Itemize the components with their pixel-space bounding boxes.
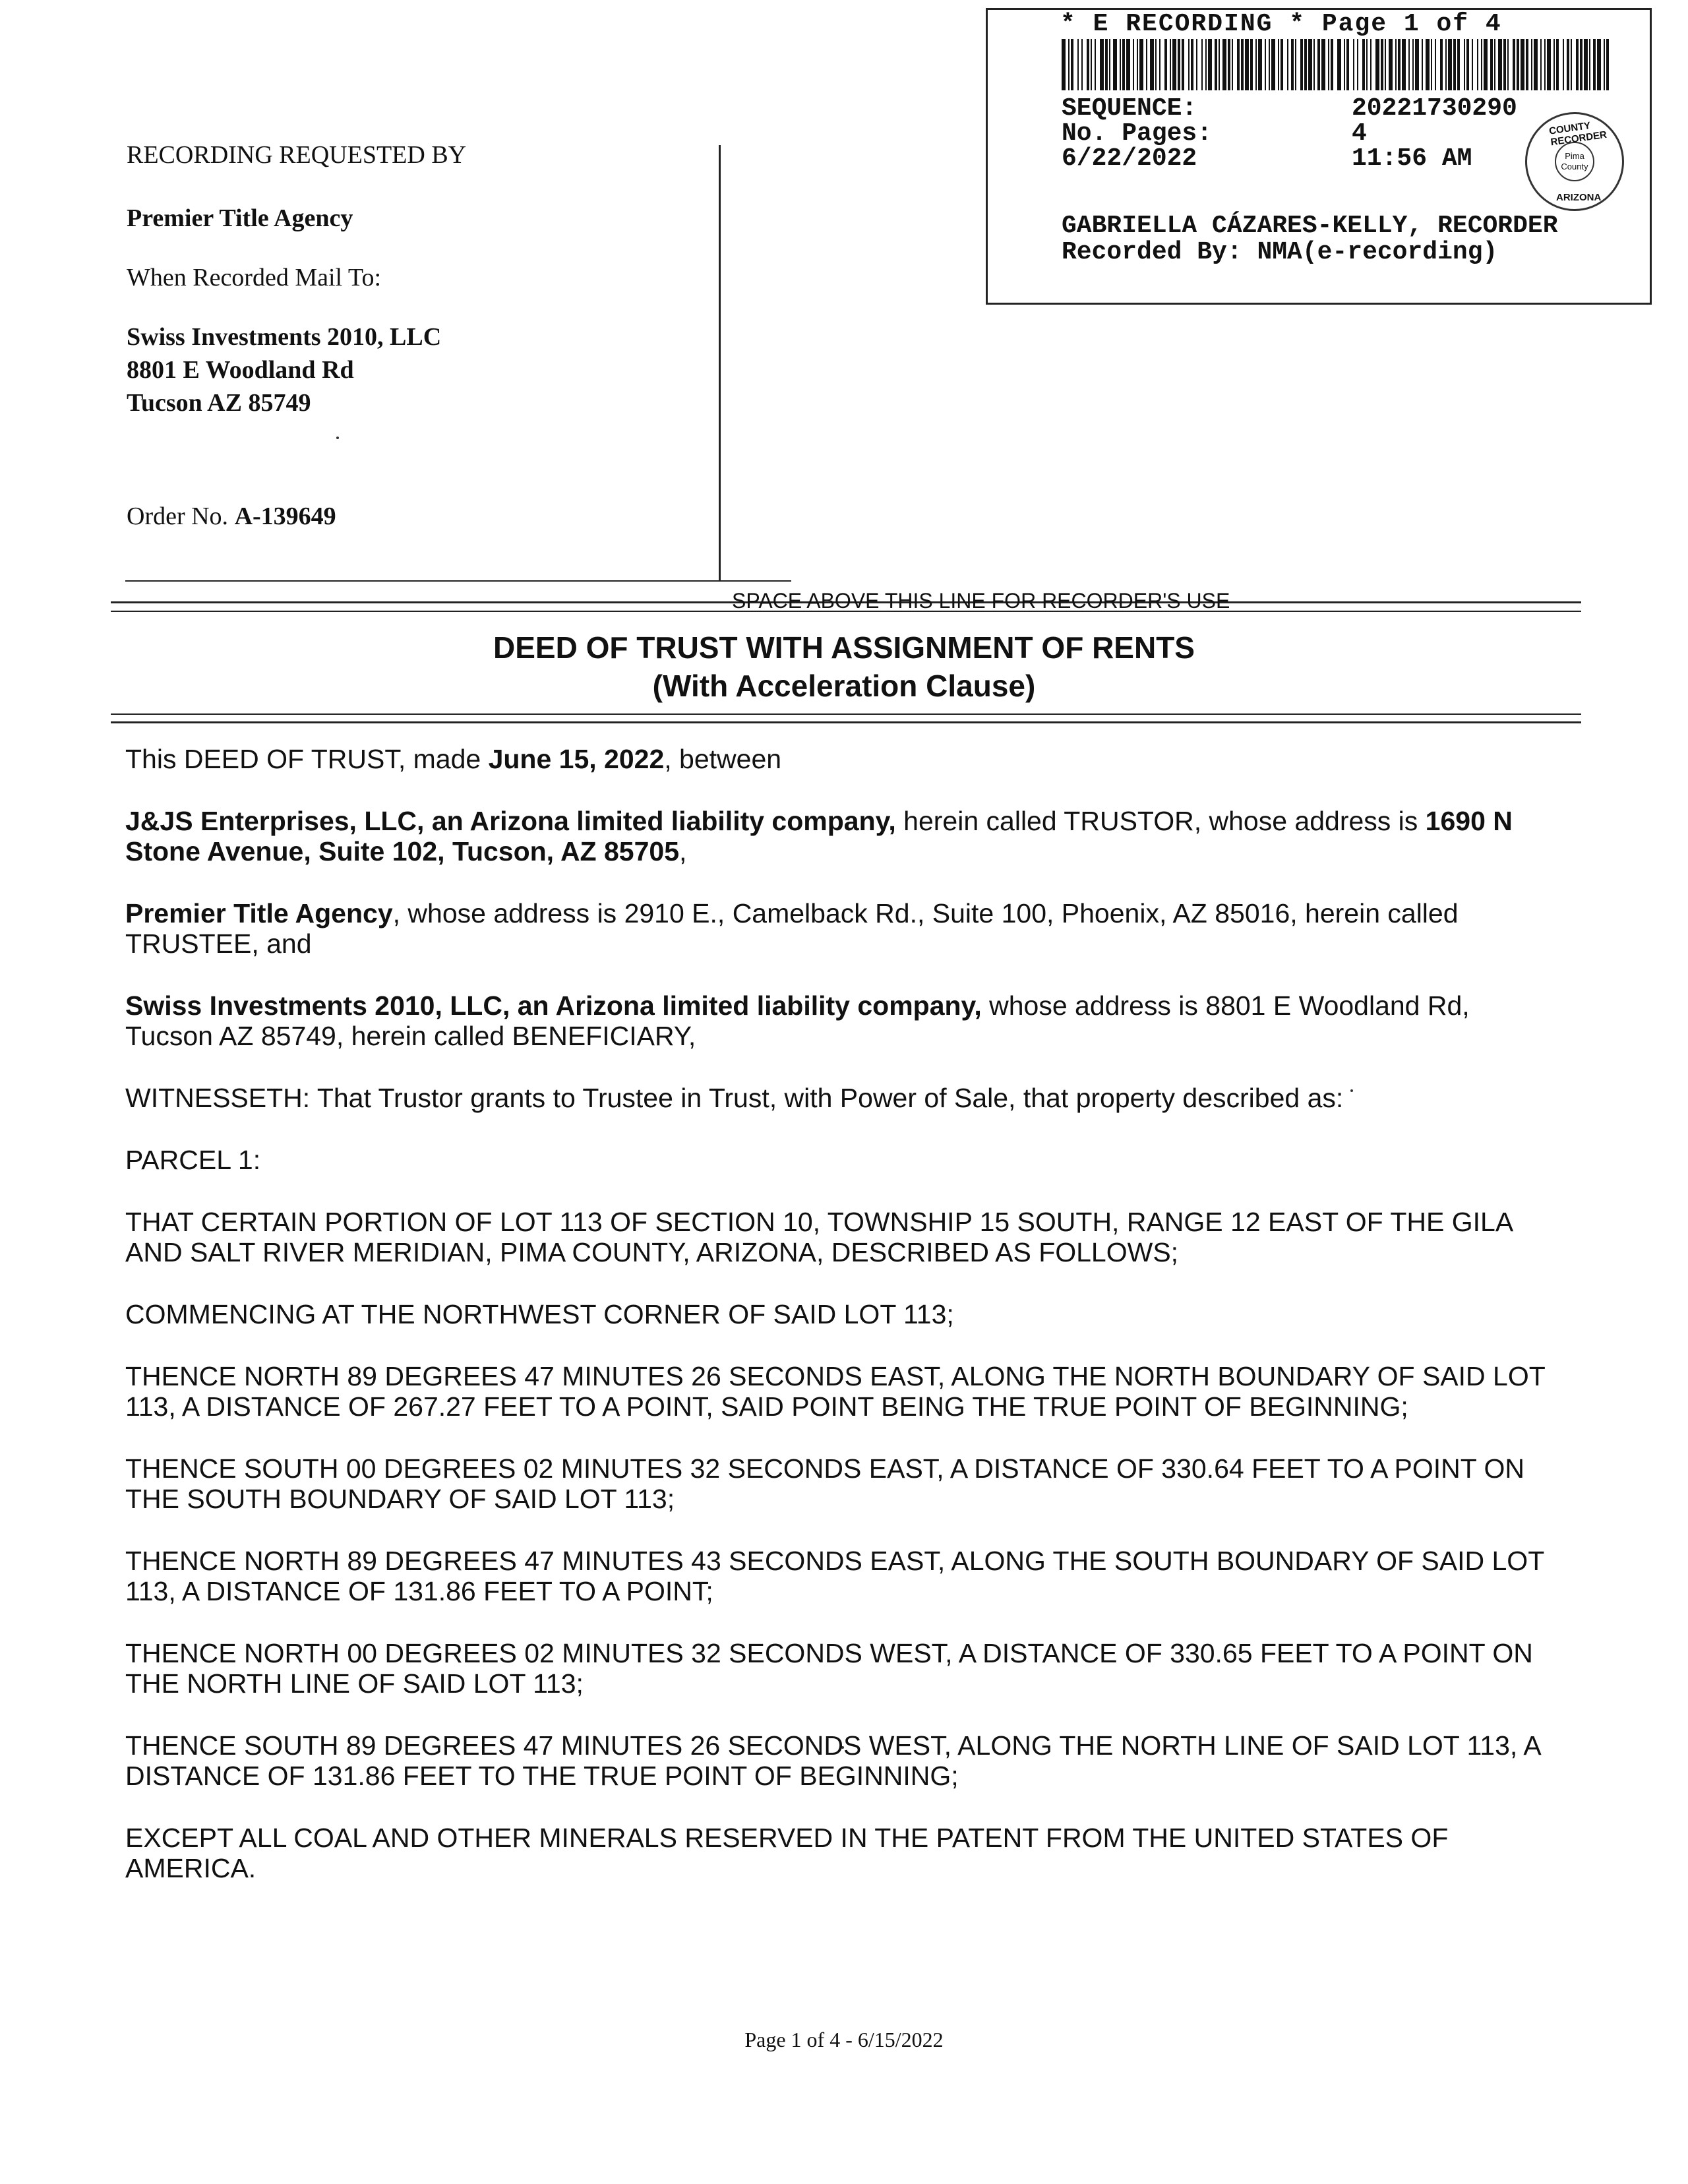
vertical-divider [719, 145, 721, 582]
legal-description: THENCE SOUTH 89 DEGREES 47 MINUTES 26 SECONDS WEST, ALONG THE NORTH LINE OF SAID LOT 113, A DISTANCE OF 131.86 FEET TO THE TRUE POINT OF BEGINNING; [125, 1730, 1540, 1791]
trustor-text: herein called TRUSTOR, whose address is [895, 806, 1426, 836]
sequence-value: 20221730290 [1352, 94, 1517, 123]
scan-speck [336, 437, 339, 439]
order-label: Order No. [127, 502, 229, 530]
recording-request-block [127, 138, 707, 533]
trustee-name: Premier Title Agency [125, 898, 393, 928]
legal-description: EXCEPT ALL COAL AND OTHER MINERALS RESERVED IN THE PATENT FROM THE UNITED STATES OF AMERICA. [125, 1823, 1449, 1883]
page-footer: Page 1 of 4 - 6/15/2022 [744, 2028, 944, 2051]
order-number: A-139649 [234, 502, 336, 530]
document-title: DEED OF TRUST WITH ASSIGNMENT OF RENTS [493, 630, 1195, 665]
beneficiary-name: Swiss Investments 2010, LLC, an Arizona limited liability company, [125, 990, 982, 1021]
pages-label: No. Pages: [1062, 119, 1213, 148]
seal-bottom-text: ARIZONA [1556, 192, 1602, 203]
parcel-heading: PARCEL 1: [125, 1145, 261, 1175]
legal-description: COMMENCING AT THE NORTHWEST CORNER OF SAID LOT 113; [125, 1299, 954, 1329]
recorded-by: Recorded By: NMA(e-recording) [1062, 238, 1498, 266]
legal-description: THENCE SOUTH 00 DEGREES 02 MINUTES 32 SECONDS EAST, A DISTANCE OF 330.64 FEET TO A POINT ON THE SOUTH BOUNDARY OF SAID LOT 113; [125, 1453, 1524, 1514]
intro-text: This DEED OF TRUST, made [125, 744, 489, 774]
trustor-address: 1690 N Stone Avenue, Suite 102, Tucson, AZ 85705 [125, 806, 1513, 866]
requested-by-name: Premier Title Agency [127, 204, 353, 232]
intro-end: , between [664, 744, 782, 774]
stamp-header: * E RECORDING * Page 1 of 4 [1060, 10, 1502, 38]
barcode [1062, 39, 1614, 90]
trustor-name: J&JS Enterprises, LLC, an Arizona limited liability company, [125, 806, 896, 836]
recorder-use-label: SPACE ABOVE THIS LINE FOR RECORDER'S USE [732, 589, 1230, 613]
mail-to-city: Tucson AZ 85749 [127, 389, 311, 417]
mail-to-street: 8801 E Woodland Rd [127, 356, 354, 384]
recorder-stamp [986, 8, 1652, 305]
intro-paragraph [125, 744, 1563, 774]
legal-description: THENCE NORTH 00 DEGREES 02 MINUTES 32 SECONDS WEST, A DISTANCE OF 330.65 FEET TO A POINT ON THE NORTH LINE OF SAID LOT 113; [125, 1638, 1533, 1699]
legal-description: THAT CERTAIN PORTION OF LOT 113 OF SECTION 10, TOWNSHIP 15 SOUTH, RANGE 12 EAST OF THE GILA AND SALT RIVER MERIDIAN, PIMA COUNTY, ARIZONA, DESCRIBED AS FOLLOWS; [125, 1207, 1512, 1267]
sequence-label: SEQUENCE: [1062, 94, 1197, 123]
deed-body [125, 744, 1563, 1915]
trustee-paragraph [125, 898, 1563, 959]
beneficiary-paragraph [125, 990, 1563, 1051]
recording-date: 6/22/2022 [1062, 144, 1197, 173]
recorder-name: GABRIELLA CÁZARES-KELLY, RECORDER [1062, 212, 1558, 240]
pages-value: 4 [1352, 119, 1367, 148]
barcode-bar [1606, 39, 1609, 90]
trustee-text: , whose address is 2910 E., Camelback Rd., Suite 100, Phoenix, AZ 85016, herein called TRUSTEE, and [125, 898, 1459, 959]
document-subtitle: (With Acceleration Clause) [652, 669, 1036, 703]
trustor-paragraph [125, 806, 1563, 866]
mail-to-name: Swiss Investments 2010, LLC [127, 323, 442, 351]
recorder-line-short [125, 580, 791, 582]
order-number-line [127, 500, 707, 533]
trustor-end: , [679, 836, 687, 866]
title-rule-top [111, 713, 1581, 715]
county-recorder-seal [1525, 112, 1624, 211]
seal-center-text: Pima County [1555, 142, 1594, 181]
mail-to-label: When Recorded Mail To: [127, 264, 382, 291]
legal-description: THENCE NORTH 89 DEGREES 47 MINUTES 43 SECONDS EAST, ALONG THE SOUTH BOUNDARY OF SAID LOT 113, A DISTANCE OF 131.86 FEET TO A POINT; [125, 1546, 1544, 1606]
beneficiary-text: whose address is 8801 E Woodland Rd, Tucson AZ 85749, herein called BENEFICIARY, [125, 990, 1470, 1051]
legal-description: THENCE NORTH 89 DEGREES 47 MINUTES 26 SECONDS EAST, ALONG THE NORTH BOUNDARY OF SAID LOT 113, A DISTANCE OF 267.27 FEET TO A POINT, SAID POINT BEING THE TRUE POINT OF BEGINNING; [125, 1361, 1546, 1422]
title-rule-bottom [111, 721, 1581, 723]
witnesseth-paragraph: WITNESSETH: That Trustor grants to Trustee in Trust, with Power of Sale, that property described as: [125, 1083, 1344, 1113]
deed-date: June 15, 2022 [488, 744, 665, 774]
recording-requested-by-label: RECORDING REQUESTED BY [127, 141, 467, 169]
recording-time: 11:56 AM [1352, 144, 1472, 173]
seal-top-text: COUNTY RECORDER [1548, 120, 1608, 148]
